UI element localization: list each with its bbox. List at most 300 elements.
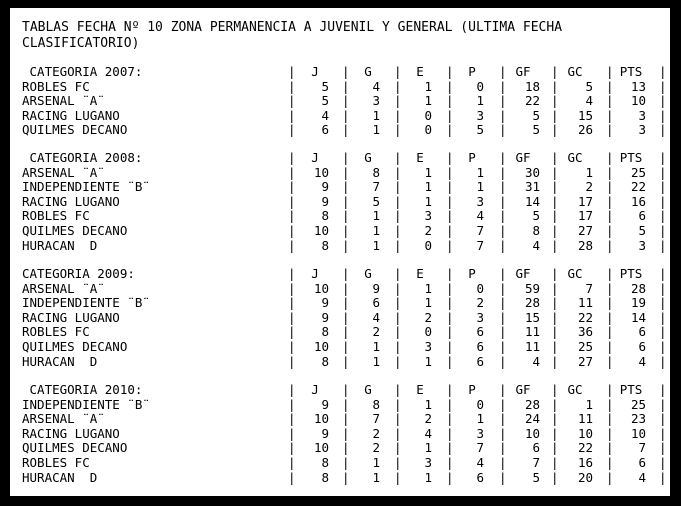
row-separator: | (606, 93, 614, 109)
stat-cell-e: 1 (424, 280, 432, 296)
row-separator: | (499, 208, 507, 224)
row-separator: | (446, 469, 454, 485)
row-separator: | (394, 469, 402, 485)
row-separator: | (606, 107, 614, 123)
table-row (10, 195, 670, 210)
row-separator: | (659, 122, 667, 138)
stat-cell-j: 5 (321, 78, 329, 94)
stat-cell-gc: 5 (585, 78, 593, 94)
row-separator: | (499, 339, 507, 354)
stat-cell-e: 1 (424, 179, 432, 195)
row-separator: | (659, 309, 667, 325)
stat-cell-pts: 4 (638, 353, 646, 369)
stat-cell-g: 7 (372, 179, 380, 195)
stat-cell-pts: 25 (630, 396, 646, 412)
row-separator: | (394, 122, 402, 138)
stat-cell-e: 1 (424, 396, 432, 412)
stat-cell-pts: 6 (638, 324, 646, 340)
stat-cell-gc: 20 (577, 469, 593, 485)
stat-cell-p: 1 (476, 411, 484, 427)
stat-cell-gc: 17 (577, 193, 593, 209)
column-header: GF (515, 64, 531, 79)
stat-cell-gf: 28 (524, 295, 540, 311)
row-separator: | (499, 179, 507, 195)
header-separator: | (288, 266, 296, 281)
stat-cell-j: 8 (321, 353, 329, 369)
team-name: QUILMES DECANO (22, 122, 128, 138)
header-separator: | (606, 64, 614, 79)
column-header: E (416, 150, 424, 165)
row-separator: | (659, 455, 667, 470)
row-separator: | (499, 122, 507, 138)
row-separator: | (551, 455, 559, 470)
stat-cell-j: 10 (313, 164, 329, 180)
team-name: ARSENAL ¨A¨ (22, 93, 105, 109)
header-separator: | (551, 150, 559, 165)
header-separator: | (659, 150, 667, 165)
stat-cell-g: 4 (372, 78, 380, 94)
row-separator: | (342, 223, 350, 238)
stat-cell-p: 2 (476, 295, 484, 311)
table-row (10, 80, 670, 95)
row-separator: | (659, 208, 667, 224)
team-name: ARSENAL ¨A¨ (22, 411, 105, 427)
stat-cell-e: 3 (424, 455, 432, 470)
row-separator: | (342, 295, 350, 311)
stat-cell-pts: 25 (630, 164, 646, 180)
row-separator: | (659, 396, 667, 412)
stat-cell-e: 1 (424, 78, 432, 94)
row-separator: | (499, 469, 507, 485)
stat-cell-gf: 18 (524, 78, 540, 94)
team-name: QUILMES DECANO (22, 339, 128, 354)
column-header: PTS (619, 64, 643, 79)
row-separator: | (551, 425, 559, 441)
team-name: HURACAN D (22, 353, 98, 369)
stat-cell-p: 4 (476, 208, 484, 224)
row-separator: | (394, 107, 402, 123)
stat-cell-pts: 6 (638, 208, 646, 224)
team-name: ARSENAL ¨A¨ (22, 280, 105, 296)
row-separator: | (446, 324, 454, 340)
row-separator: | (446, 107, 454, 123)
stat-cell-gf: 4 (532, 353, 540, 369)
stat-cell-gc: 7 (585, 280, 593, 296)
row-separator: | (659, 324, 667, 340)
stat-cell-j: 5 (321, 93, 329, 109)
row-separator: | (288, 309, 296, 325)
row-separator: | (288, 425, 296, 441)
stat-cell-j: 9 (321, 179, 329, 195)
table-row (10, 239, 670, 254)
row-separator: | (394, 411, 402, 427)
row-separator: | (606, 396, 614, 412)
row-separator: | (659, 295, 667, 311)
stat-cell-j: 10 (313, 339, 329, 354)
stat-cell-p: 5 (476, 122, 484, 138)
row-separator: | (606, 78, 614, 94)
row-separator: | (288, 122, 296, 138)
column-header: E (416, 382, 424, 397)
row-separator: | (499, 164, 507, 180)
row-separator: | (342, 164, 350, 180)
stat-cell-gc: 27 (577, 223, 593, 238)
stat-cell-g: 1 (372, 237, 380, 253)
category-header-row (10, 65, 670, 80)
row-separator: | (394, 164, 402, 180)
column-header: G (364, 382, 372, 397)
column-header: J (311, 382, 319, 397)
row-separator: | (342, 193, 350, 209)
table-row (10, 109, 670, 124)
stat-cell-gc: 27 (577, 353, 593, 369)
table-row (10, 471, 670, 486)
stat-cell-p: 0 (476, 78, 484, 94)
stat-cell-j: 8 (321, 469, 329, 485)
stat-cell-p: 6 (476, 324, 484, 340)
stat-cell-g: 6 (372, 295, 380, 311)
stat-cell-j: 9 (321, 425, 329, 441)
row-separator: | (659, 107, 667, 123)
stat-cell-gf: 8 (532, 223, 540, 238)
row-separator: | (394, 425, 402, 441)
row-separator: | (394, 339, 402, 354)
stat-cell-g: 1 (372, 122, 380, 138)
stat-cell-pts: 22 (630, 179, 646, 195)
row-separator: | (659, 223, 667, 238)
row-separator: | (499, 324, 507, 340)
row-separator: | (606, 223, 614, 238)
row-separator: | (342, 440, 350, 456)
row-separator: | (288, 237, 296, 253)
row-separator: | (499, 440, 507, 456)
stat-cell-gf: 31 (524, 179, 540, 195)
team-name: RACING LUGANO (22, 107, 120, 123)
stat-cell-j: 8 (321, 324, 329, 340)
header-separator: | (499, 64, 507, 79)
column-header: GF (515, 266, 531, 281)
category-label: CATEGORIA 2008: (22, 150, 143, 165)
column-header: PTS (619, 150, 643, 165)
row-separator: | (446, 78, 454, 94)
header-separator: | (394, 64, 402, 79)
stat-cell-gc: 11 (577, 411, 593, 427)
header-separator: | (446, 64, 454, 79)
stat-cell-j: 9 (321, 309, 329, 325)
row-separator: | (499, 223, 507, 238)
stat-cell-p: 1 (476, 179, 484, 195)
row-separator: | (288, 353, 296, 369)
stat-cell-j: 10 (313, 411, 329, 427)
row-separator: | (499, 353, 507, 369)
stat-cell-j: 4 (321, 107, 329, 123)
row-separator: | (288, 208, 296, 224)
row-separator: | (551, 237, 559, 253)
stat-cell-e: 0 (424, 122, 432, 138)
table-row (10, 456, 670, 471)
stat-cell-e: 1 (424, 295, 432, 311)
stat-cell-j: 8 (321, 237, 329, 253)
row-separator: | (606, 339, 614, 354)
stat-cell-p: 0 (476, 396, 484, 412)
row-separator: | (551, 78, 559, 94)
row-separator: | (551, 324, 559, 340)
column-header: GF (515, 382, 531, 397)
row-separator: | (342, 237, 350, 253)
stat-cell-pts: 5 (638, 223, 646, 238)
row-separator: | (342, 455, 350, 470)
column-header: G (364, 150, 372, 165)
row-separator: | (288, 223, 296, 238)
team-name: ROBLES FC (22, 78, 90, 94)
stat-cell-j: 10 (313, 280, 329, 296)
row-separator: | (446, 295, 454, 311)
stat-cell-gf: 59 (524, 280, 540, 296)
stat-cell-gc: 22 (577, 440, 593, 456)
column-header: PTS (619, 382, 643, 397)
row-separator: | (499, 295, 507, 311)
row-separator: | (499, 455, 507, 470)
stat-cell-gc: 16 (577, 455, 593, 470)
stat-cell-j: 9 (321, 295, 329, 311)
row-separator: | (446, 280, 454, 296)
row-separator: | (446, 309, 454, 325)
stat-cell-gf: 5 (532, 208, 540, 224)
table-row (10, 441, 670, 456)
row-separator: | (499, 425, 507, 441)
row-separator: | (288, 440, 296, 456)
stat-cell-pts: 10 (630, 425, 646, 441)
row-separator: | (342, 122, 350, 138)
row-separator: | (659, 280, 667, 296)
stat-cell-e: 1 (424, 93, 432, 109)
stat-cell-j: 10 (313, 223, 329, 238)
row-separator: | (394, 179, 402, 195)
column-header: GF (515, 150, 531, 165)
stat-cell-p: 7 (476, 223, 484, 238)
stat-cell-p: 0 (476, 280, 484, 296)
row-separator: | (446, 93, 454, 109)
stat-cell-p: 1 (476, 93, 484, 109)
stat-cell-e: 0 (424, 237, 432, 253)
stat-cell-gf: 28 (524, 396, 540, 412)
table-row (10, 296, 670, 311)
row-separator: | (659, 411, 667, 427)
row-separator: | (342, 324, 350, 340)
team-name: RACING LUGANO (22, 193, 120, 209)
stat-cell-g: 2 (372, 324, 380, 340)
stat-cell-gf: 5 (532, 107, 540, 123)
team-name: HURACAN D (22, 237, 98, 253)
row-separator: | (446, 440, 454, 456)
row-separator: | (551, 164, 559, 180)
row-separator: | (551, 353, 559, 369)
row-separator: | (342, 353, 350, 369)
stat-cell-pts: 14 (630, 309, 646, 325)
stat-cell-g: 1 (372, 469, 380, 485)
stat-cell-g: 1 (372, 353, 380, 369)
team-name: QUILMES DECANO (22, 440, 128, 456)
table-row (10, 166, 670, 181)
column-header: G (364, 266, 372, 281)
stat-cell-e: 4 (424, 425, 432, 441)
team-name: INDEPENDIENTE ¨B¨ (22, 396, 150, 412)
stat-cell-gc: 36 (577, 324, 593, 340)
row-separator: | (446, 455, 454, 470)
header-separator: | (394, 382, 402, 397)
team-name: RACING LUGANO (22, 309, 120, 325)
table-row (10, 340, 670, 355)
stat-cell-gc: 22 (577, 309, 593, 325)
header-separator: | (342, 382, 350, 397)
row-separator: | (288, 179, 296, 195)
column-header: GC (567, 266, 583, 281)
header-separator: | (659, 382, 667, 397)
header-separator: | (288, 64, 296, 79)
row-separator: | (551, 193, 559, 209)
header-separator: | (659, 64, 667, 79)
stat-cell-gf: 7 (532, 455, 540, 470)
stat-cell-g: 5 (372, 193, 380, 209)
stat-cell-gc: 10 (577, 425, 593, 441)
column-header: E (416, 64, 424, 79)
stat-cell-g: 3 (372, 93, 380, 109)
row-separator: | (606, 324, 614, 340)
header-separator: | (446, 266, 454, 281)
stat-cell-gf: 30 (524, 164, 540, 180)
stat-cell-pts: 28 (630, 280, 646, 296)
stat-cell-gc: 1 (585, 164, 593, 180)
stat-cell-g: 8 (372, 164, 380, 180)
row-separator: | (606, 295, 614, 311)
column-header: P (468, 382, 476, 397)
header-separator: | (342, 266, 350, 281)
team-name: QUILMES DECANO (22, 223, 128, 238)
row-separator: | (659, 93, 667, 109)
row-separator: | (659, 193, 667, 209)
team-name: HURACAN D (22, 469, 98, 485)
stat-cell-gc: 15 (577, 107, 593, 123)
stat-cell-pts: 3 (638, 122, 646, 138)
row-separator: | (606, 122, 614, 138)
row-separator: | (551, 411, 559, 427)
row-separator: | (288, 193, 296, 209)
row-separator: | (606, 193, 614, 209)
page-title: TABLAS FECHA Nº 10 ZONA PERMANENCIA A JUVENIL Y GENERAL (ULTIMA FECHA CLASIFICATORIO) (22, 20, 570, 51)
team-name: INDEPENDIENTE ¨B¨ (22, 295, 150, 311)
stat-cell-gf: 22 (524, 93, 540, 109)
row-separator: | (499, 309, 507, 325)
stat-cell-e: 1 (424, 353, 432, 369)
stat-cell-gf: 5 (532, 469, 540, 485)
row-separator: | (551, 295, 559, 311)
stat-cell-j: 9 (321, 396, 329, 412)
stat-cell-pts: 10 (630, 93, 646, 109)
stat-cell-p: 1 (476, 164, 484, 180)
stat-cell-j: 6 (321, 122, 329, 138)
row-separator: | (394, 353, 402, 369)
stat-cell-gf: 5 (532, 122, 540, 138)
header-separator: | (446, 382, 454, 397)
row-separator: | (606, 353, 614, 369)
row-separator: | (606, 280, 614, 296)
row-separator: | (342, 107, 350, 123)
stat-cell-gc: 26 (577, 122, 593, 138)
row-separator: | (446, 164, 454, 180)
table-row (10, 311, 670, 326)
row-separator: | (446, 411, 454, 427)
stat-cell-g: 2 (372, 440, 380, 456)
row-separator: | (659, 78, 667, 94)
stat-cell-gc: 1 (585, 396, 593, 412)
row-separator: | (446, 396, 454, 412)
header-separator: | (394, 266, 402, 281)
row-separator: | (551, 223, 559, 238)
stat-cell-g: 1 (372, 208, 380, 224)
row-separator: | (288, 78, 296, 94)
stat-cell-gf: 15 (524, 309, 540, 325)
stat-cell-e: 1 (424, 193, 432, 209)
row-separator: | (342, 78, 350, 94)
row-separator: | (551, 440, 559, 456)
stat-cell-pts: 3 (638, 107, 646, 123)
row-separator: | (288, 295, 296, 311)
row-separator: | (659, 237, 667, 253)
column-header: GC (567, 150, 583, 165)
stat-cell-p: 6 (476, 353, 484, 369)
column-header: E (416, 266, 424, 281)
stat-cell-pts: 23 (630, 411, 646, 427)
row-separator: | (606, 440, 614, 456)
stat-cell-p: 6 (476, 339, 484, 354)
row-separator: | (659, 469, 667, 485)
stat-cell-g: 8 (372, 396, 380, 412)
stat-cell-p: 7 (476, 440, 484, 456)
row-separator: | (288, 93, 296, 109)
header-separator: | (446, 150, 454, 165)
stat-cell-g: 1 (372, 455, 380, 470)
row-separator: | (659, 339, 667, 354)
stat-cell-pts: 4 (638, 469, 646, 485)
row-separator: | (551, 469, 559, 485)
row-separator: | (394, 237, 402, 253)
header-separator: | (394, 150, 402, 165)
stat-cell-pts: 6 (638, 455, 646, 470)
row-separator: | (288, 455, 296, 470)
row-separator: | (499, 107, 507, 123)
category-header-row (10, 267, 670, 282)
stat-cell-g: 4 (372, 309, 380, 325)
row-separator: | (394, 223, 402, 238)
document-sheet (10, 8, 670, 496)
row-separator: | (394, 455, 402, 470)
table-row (10, 355, 670, 370)
header-separator: | (551, 266, 559, 281)
header-separator: | (342, 64, 350, 79)
row-separator: | (394, 295, 402, 311)
row-separator: | (288, 411, 296, 427)
stat-cell-e: 1 (424, 164, 432, 180)
header-separator: | (342, 150, 350, 165)
category-header-row (10, 151, 670, 166)
table-row (10, 224, 670, 239)
row-separator: | (288, 469, 296, 485)
row-separator: | (446, 339, 454, 354)
row-separator: | (394, 280, 402, 296)
row-separator: | (342, 93, 350, 109)
row-separator: | (551, 122, 559, 138)
row-separator: | (551, 93, 559, 109)
